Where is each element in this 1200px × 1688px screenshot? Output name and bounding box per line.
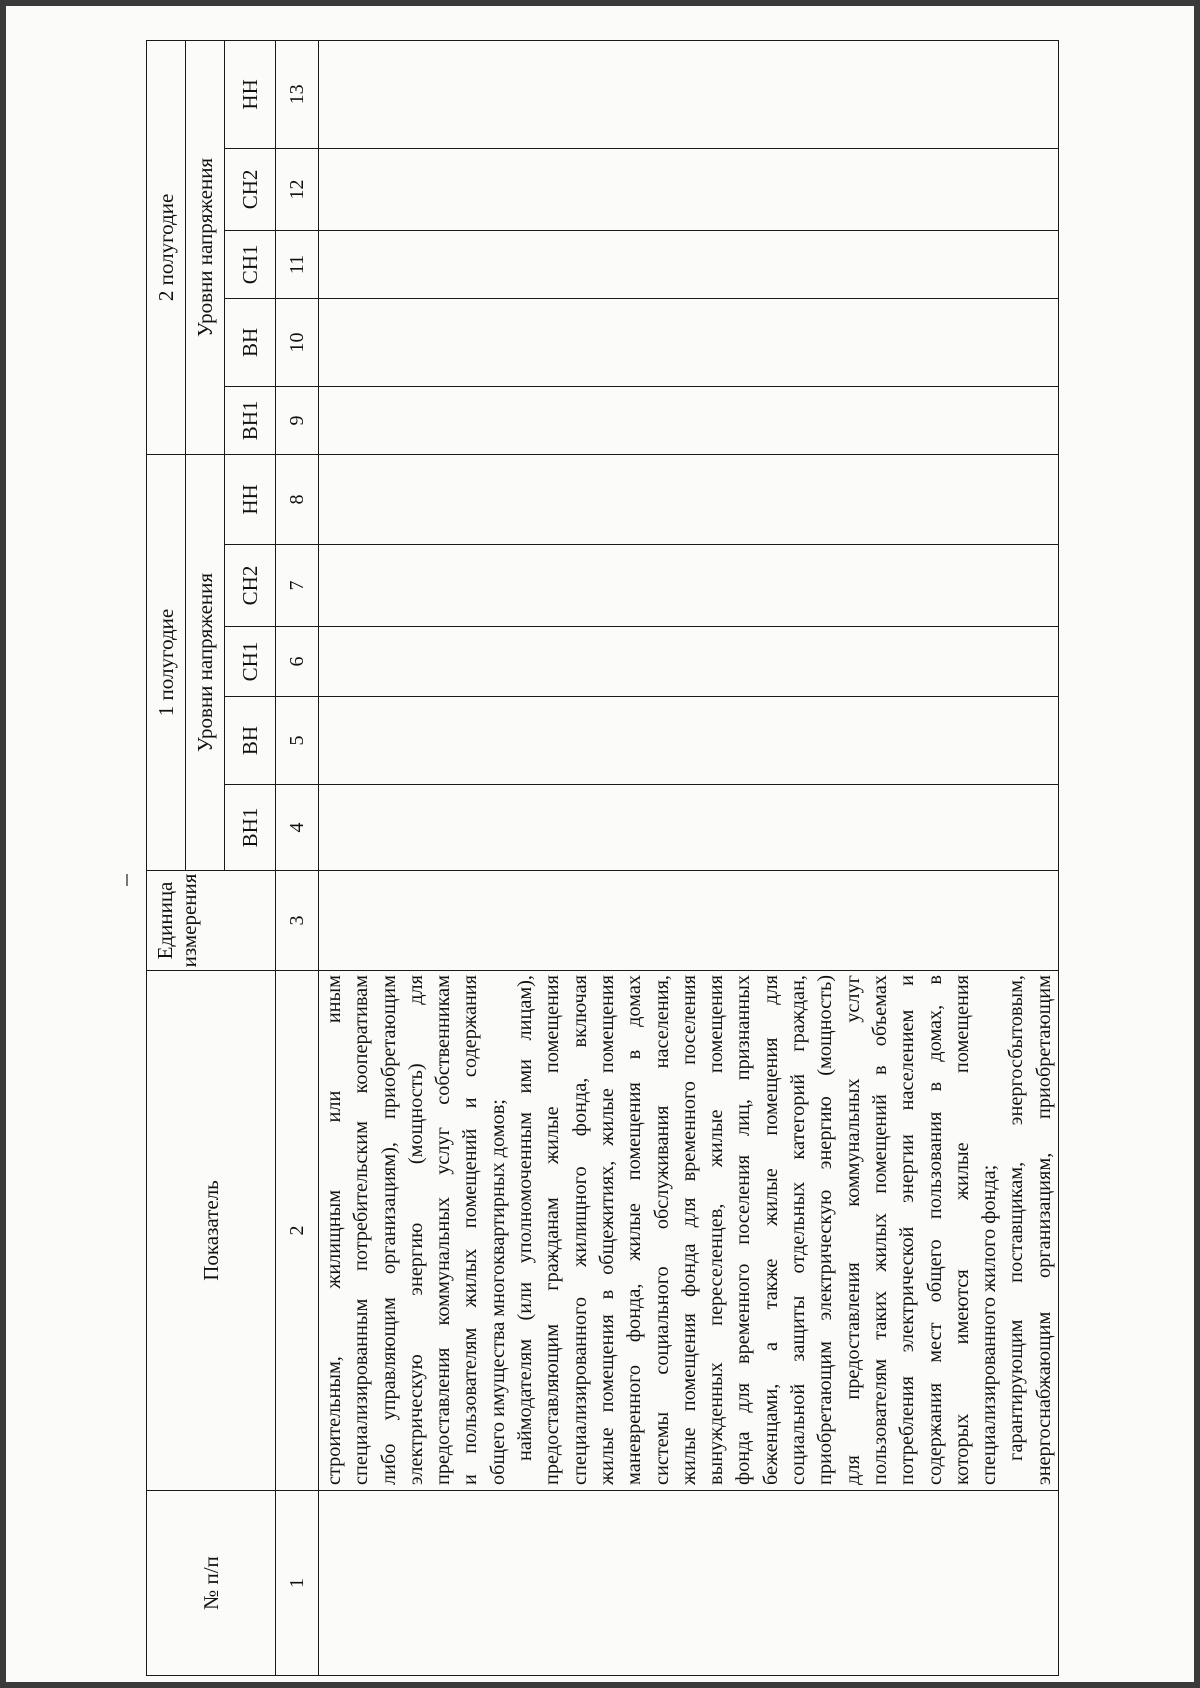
text-line: специализированного жилого фонда;	[978, 1164, 1001, 1485]
colnum-1: 1	[276, 1491, 319, 1676]
level-nn-h1: НН	[225, 454, 276, 544]
colnum-8: 8	[276, 454, 319, 544]
header-unit: Единица измерения	[147, 871, 276, 971]
colnum-9: 9	[276, 386, 319, 454]
level-vn1-h1: ВН1	[225, 785, 276, 871]
text-line: беженцами, а также жилые помещения для	[759, 975, 782, 1485]
level-sn2-h2: СН2	[225, 148, 276, 230]
text-line: наймодателям (или уполномоченным ими лицам),	[514, 975, 537, 1461]
text-line: жилые помещения фонда для временного поселения	[677, 975, 700, 1485]
value-cell-sn2-h1	[319, 545, 1059, 627]
text-line: которых имеются жилые помещения	[950, 975, 973, 1485]
value-cell-vn1-h1	[319, 785, 1059, 871]
text-line: и пользователям жилых помещений и содержания	[459, 975, 482, 1485]
colnum-11: 11	[276, 230, 319, 298]
value-cell-nn-h2	[319, 40, 1059, 148]
colnum-4: 4	[276, 785, 319, 871]
header-voltage-levels-2: Уровни напряжения	[186, 40, 225, 454]
table-row	[319, 40, 1059, 1675]
indicator-text-cell	[319, 971, 1059, 1491]
level-sn1-h2: СН1	[225, 230, 276, 298]
text-line: потребления электрической энергии населением и	[896, 975, 919, 1485]
level-nn-h2: НН	[225, 40, 276, 148]
value-cell-sn1-h1	[319, 627, 1059, 697]
text-line: маневренного фонда, жилые помещения в домах	[623, 975, 646, 1485]
text-line: специализированным потребительским кооперативам	[350, 975, 373, 1485]
level-sn1-h1: СН1	[225, 627, 276, 697]
value-cell-vn-h2	[319, 298, 1059, 386]
value-cell-nn-h1	[319, 454, 1059, 544]
text-line: содержания мест общего пользования в домах, в	[923, 975, 946, 1485]
text-line: энергоснабжающим организациям, приобретающим	[1032, 975, 1055, 1485]
header-indicator: Показатель	[147, 971, 276, 1491]
text-line: электрическую энергию (мощность) для	[404, 975, 427, 1485]
text-line: гарантирующим поставщикам, энергосбытовым,	[1005, 975, 1028, 1461]
header-half1: 1 полугодие	[147, 454, 186, 870]
text-line: предоставляющим гражданам жилые помещения	[541, 975, 564, 1485]
text-line: пользователям таких жилых помещений в объемах	[868, 975, 891, 1485]
header-half2: 2 полугодие	[147, 40, 186, 454]
document-page	[6, 6, 1194, 1682]
level-sn2-h1: СН2	[225, 545, 276, 627]
header-no: № п/п	[147, 1491, 276, 1676]
text-line: специализированного жилищного фонда, включая	[568, 975, 591, 1485]
colnum-5: 5	[276, 697, 319, 785]
colnum-2: 2	[276, 971, 319, 1491]
tariff-table	[146, 40, 1059, 1676]
text-line: жилые помещения в общежитиях, жилые помещения	[595, 975, 618, 1485]
text-line: для предоставления коммунальных услуг	[841, 975, 864, 1485]
header-voltage-levels-1: Уровни напряжения	[186, 454, 225, 870]
text-line: вынужденных переселенцев, жилые помещения	[705, 975, 728, 1485]
text-line: системы социального обслуживания населения,	[650, 975, 673, 1485]
text-line: строительным, жилищным или иным	[323, 975, 345, 1485]
colnum-7: 7	[276, 545, 319, 627]
level-vn-h2: ВН	[225, 298, 276, 386]
value-cell-sn1-h2	[319, 230, 1059, 298]
value-cell-vn-h1	[319, 697, 1059, 785]
colnum-12: 12	[276, 148, 319, 230]
level-vn1-h2: ВН1	[225, 386, 276, 454]
column-numbers-row	[276, 40, 319, 1675]
text-line: социальной защиты отдельных категорий граждан,	[787, 975, 810, 1485]
text-line: приобретающим электрическую энергию (мощность)	[814, 975, 837, 1485]
row-number-cell	[319, 1491, 1059, 1676]
scan-mark	[126, 874, 128, 886]
level-vn-h1: ВН	[225, 697, 276, 785]
rotated-table-area	[146, 41, 1136, 1676]
text-line: общего имущества многоквартирных домов;	[486, 1099, 509, 1485]
text-line: фонда для временного поселения лиц, признанных	[732, 975, 755, 1485]
colnum-6: 6	[276, 627, 319, 697]
value-cell-vn1-h2	[319, 386, 1059, 454]
text-line: предоставления коммунальных услуг собственникам	[432, 975, 455, 1485]
value-cell-sn2-h2	[319, 148, 1059, 230]
unit-cell	[319, 871, 1059, 971]
text-line: либо управляющим организациям), приобретающим	[377, 975, 400, 1485]
colnum-10: 10	[276, 298, 319, 386]
colnum-13: 13	[276, 40, 319, 148]
colnum-3: 3	[276, 871, 319, 971]
